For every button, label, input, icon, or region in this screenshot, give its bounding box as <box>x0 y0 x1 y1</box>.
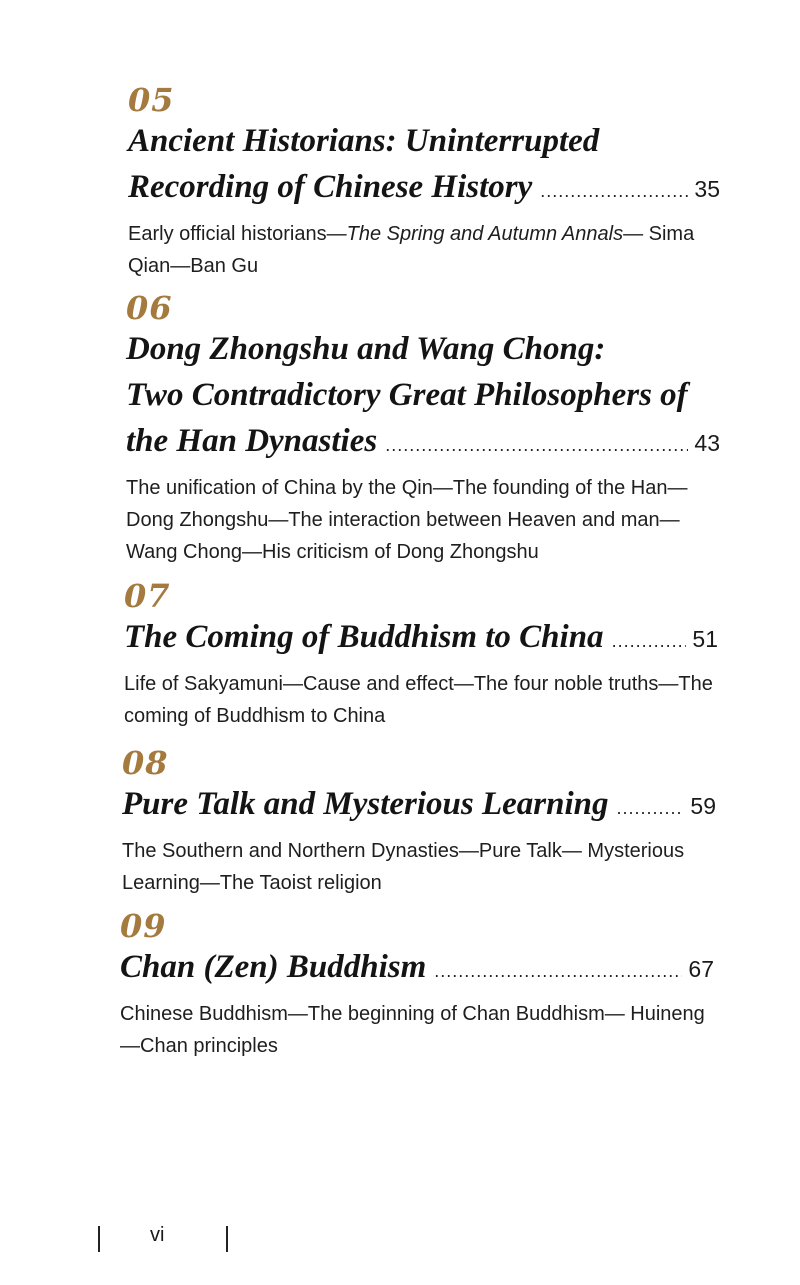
chapter-description: Life of Sakyamuni—Cause and effect—The four noble truths—The coming of Buddhism to China <box>124 673 713 727</box>
dot-leader <box>540 168 688 214</box>
dot-leader <box>617 785 685 831</box>
page-number: 51 <box>692 626 718 652</box>
chapter-title-last-line <box>122 781 716 831</box>
chapter-title-last-line <box>120 944 714 994</box>
footer-left-rule <box>98 1226 100 1252</box>
footer-right-rule <box>226 1226 228 1252</box>
chapter-number: 05 <box>128 81 175 119</box>
chapter-title-line: Dong Zhongshu and Wang Chong: <box>126 331 606 367</box>
toc-entry-05[interactable] <box>128 82 720 282</box>
chapter-description <box>128 218 720 282</box>
chapter-title-last-line <box>126 418 720 468</box>
chapter-description: Chinese Buddhism—The beginning of Chan Buddhism— Huineng—Chan principles <box>120 1003 705 1057</box>
page-footer <box>0 1222 800 1262</box>
page-folio: vi <box>150 1224 165 1246</box>
chapter-number: 09 <box>120 907 167 945</box>
chapter-title-last-line <box>124 614 718 664</box>
chapter-description: The unification of China by the Qin—The founding of the Han—Dong Zhongshu—The interaction between Heaven and man—Wang Chong—His criticism of Dong Zhongshu <box>126 477 688 563</box>
chapter-description: The Southern and Northern Dynasties—Pure Talk— Mysterious Learning—The Taoist religion <box>122 840 685 894</box>
chapter-title-line: The Coming of Buddhism to China <box>124 619 604 655</box>
toc-entry-06[interactable] <box>126 290 720 568</box>
chapter-title-line: Recording of Chinese History <box>128 169 533 205</box>
dot-leader <box>612 618 687 664</box>
chapter-title-line: Ancient Historians: Uninterrupted <box>128 123 600 159</box>
dot-leader <box>385 422 688 468</box>
page-number: 43 <box>694 430 720 456</box>
chapter-number: 08 <box>122 744 169 782</box>
toc-entry-09[interactable] <box>120 908 714 1062</box>
chapter-title-line: Chan (Zen) Buddhism <box>120 949 427 985</box>
dot-leader <box>434 948 682 994</box>
page-number: 35 <box>694 176 720 202</box>
page-number: 59 <box>690 793 716 819</box>
chapter-title-last-line <box>128 164 720 214</box>
book-title: The Spring and Autumn Annals <box>346 223 624 245</box>
chapter-number: 06 <box>126 289 173 327</box>
chapter-number: 07 <box>124 577 171 615</box>
page-number: 67 <box>688 956 714 982</box>
chapter-title-line: the Han Dynasties <box>126 423 378 459</box>
toc-entry-07[interactable] <box>124 578 718 732</box>
description-text: Early official historians— <box>128 223 347 245</box>
chapter-title-line: Two Contradictory Great Philosophers of <box>126 377 688 413</box>
toc-entry-08[interactable] <box>122 745 716 899</box>
chapter-title-line: Pure Talk and Mysterious Learning <box>122 786 609 822</box>
description-text: — Sima Qian—Ban Gu <box>128 223 695 277</box>
